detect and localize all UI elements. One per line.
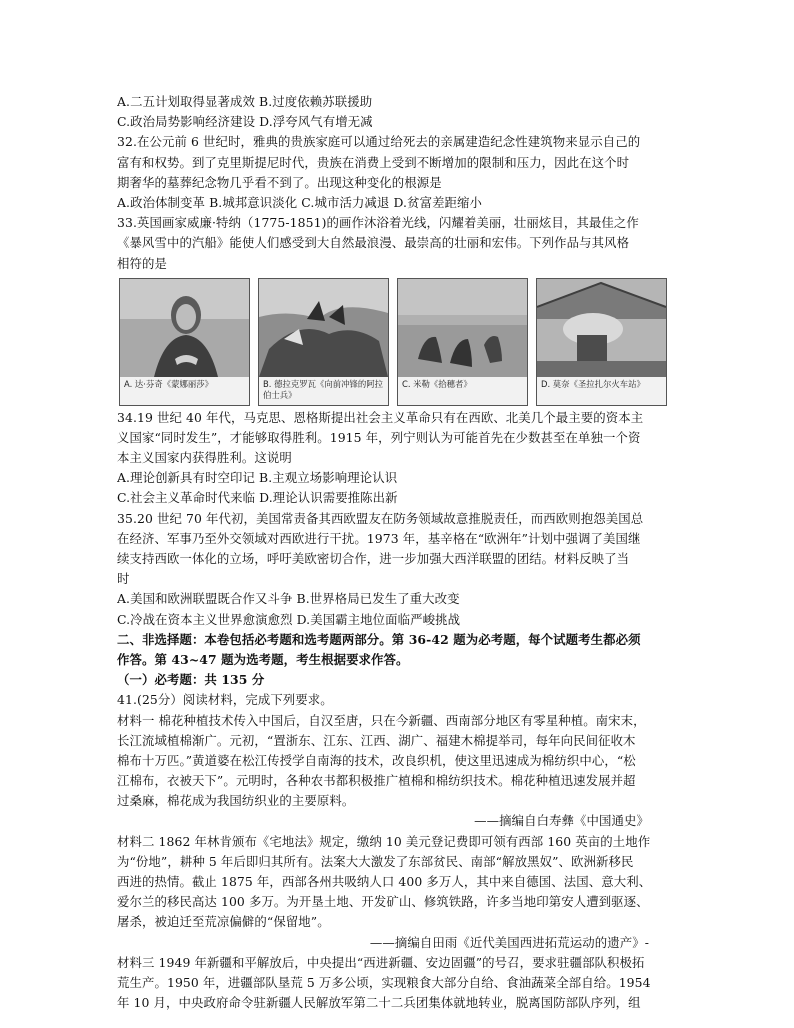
painting-b (258, 278, 389, 406)
text-line: A.二五计划取得显著成效 B.过度依赖苏联援助 (117, 94, 373, 109)
material-one-source: ——摘编自白寿彝《中国通史》 (474, 813, 649, 829)
material-one (117, 690, 683, 811)
saint-lazare-station-image (537, 279, 666, 377)
text-line: 过桑麻，棉花成为我国纺织业的主要原料。 (117, 793, 355, 809)
text-line: 荒生产。1950 年，进疆部队垦荒 5 万多公顷，实现粮食大部分自给、食油蔬菜全部自给。1954 (117, 974, 651, 990)
text-line: 期奢华的墓葬纪念物几乎看不到了。出现这种变化的根源是 (117, 174, 442, 190)
painting-d (536, 278, 667, 406)
text-line: 41.(25分）阅读材料，完成下列要求。 (117, 692, 333, 708)
text-line: 材料二 1862 年林肯颁布《宅地法》规定，缴纳 10 美元登记费即可领有西部 160 英亩的土地作 (117, 833, 651, 849)
text-line: 棉布十万匹。”黄道婆在松江传授学自南海的技术，改良织机，使这里迅速成为棉纺织中心，“松 (117, 752, 636, 768)
text-line: 西进的热情。截止 1875 年，西部各州共吸纳人口 400 多万人，其中来自德国、法国、意大利、 (117, 874, 652, 889)
text-line: A.政治体制变革 B.城邦意识淡化 C.城市活力减退 D.贫富差距缩小 (117, 194, 483, 210)
exam-page (117, 92, 683, 1013)
text-line: C.冷战在资本主义世界愈演愈烈 D.美国霸主地位面临严峻挑战 (117, 611, 461, 627)
section-line: （一）必考题：共 135 分 (117, 672, 265, 688)
painting-a-caption: A. 达·芬奇《蒙娜丽莎》 (120, 377, 249, 405)
question-block-31-33 (117, 92, 683, 274)
text-line: 爱尔兰的移民高达 100 多万。为开垦土地、开发矿山、修筑铁路，许多当地印第安人遭到驱逐、 (117, 894, 649, 910)
text-line: 江棉布，衣被天下”。元明时，各种农书都积极推广植棉和棉纺织技术。棉花种植迅速发展并超 (117, 773, 636, 789)
gleaners-image (398, 279, 527, 377)
text-line: 33.英国画家威廉·特纳（1775-1851)的画作沐浴着光线，闪耀着美丽，壮丽炫目，其最佳之作 (117, 215, 639, 231)
mona-lisa-image (120, 279, 249, 377)
text-line: 《暴风雪中的汽船》能使人们感受到大自然最浪漫、最崇高的壮丽和宏伟。下列作品与其风格 (117, 235, 630, 251)
painting-d-caption: D. 莫奈《圣拉扎尔火车站》 (537, 377, 666, 405)
section-line: 作答。第 43~47 题为选考题，考生根据要求作答。 (117, 651, 409, 667)
text-line: 长江流域植棉渐广。元初，“置浙东、江东、江西、湖广、福建木棉提举司，每年向民间征收木 (117, 732, 636, 748)
painting-c (397, 278, 528, 406)
text-line: C.社会主义革命时代来临 D.理论认识需要推陈出新 (117, 490, 398, 506)
section-heading (117, 630, 683, 691)
painting-c-caption: C. 米勒《拾穗者》 (398, 377, 527, 405)
text-line: 屠杀，被迫迁至荒凉偏僻的“保留地”。 (117, 914, 330, 930)
painting-options (119, 278, 683, 406)
painting-a (119, 278, 250, 406)
material-two-source: ——摘编自田雨《近代美国西进拓荒运动的遗产》- (369, 934, 649, 950)
section-line: 二、非选择题：本卷包括必考题和选考题两部分。第 36-42 题为必考题，每个试题考生都必须 (117, 631, 641, 647)
text-line: 相符的是 (117, 255, 167, 271)
text-line: 34.19 世纪 40 年代，马克思、恩格斯提出社会主义革命只有在西欧、北美几个最主要的资本主 (117, 409, 644, 425)
text-line: 本主义国家内获得胜利。这说明 (117, 450, 292, 466)
material-three (117, 953, 683, 1014)
text-line: 在经济、军事乃至外交领域对西欧进行干扰。1973 年，基辛格在“欧洲年”计划中强调了美国继 (117, 530, 641, 546)
question-block-34-35 (117, 408, 683, 630)
material-two (117, 832, 683, 933)
text-line: C.政治局势影响经济建设 D.浮夸风气有增无减 (117, 114, 373, 130)
text-line: A.美国和欧洲联盟既合作又斗争 B.世界格局已发生了重大改变 (117, 591, 460, 607)
text-line: 材料一 棉花种植技术传入中国后，自汉至唐，只在今新疆、西南部分地区有零星种植。南宋末， (117, 712, 646, 728)
painting-b-caption: B. 德拉克罗瓦《向前冲锋的阿拉伯士兵》 (259, 377, 388, 405)
text-line: 续支持西欧一体化的立场，呼吁美欧密切合作，进一步加强大西洋联盟的团结。材料反映了当 (117, 551, 630, 566)
text-line: 材料三 1949 年新疆和平解放后，中央提出“西进新疆、安边固疆”的号召，要求驻疆部队积极拓 (117, 954, 645, 970)
text-line: 年 10 月，中央政府命令驻新疆人民解放军第二十二兵团集体就地转业，脱离国防部队序列，组 (117, 995, 641, 1011)
charging-arab-soldiers-image (259, 279, 388, 377)
text-line: 义国家“同时发生”，才能够取得胜利。1915 年，列宁则认为可能首先在少数甚至在单独一个资 (117, 429, 641, 445)
text-line: 富有和权势。到了克里斯提尼时代，贵族在消费上受到不断增加的限制和压力，因此在这个时 (117, 154, 630, 170)
text-line: 35.20 世纪 70 年代初，美国常责备其西欧盟友在防务领域故意推脱责任，而西欧则抱怨美国总 (117, 510, 644, 526)
text-line: 32.在公元前 6 世纪时，雅典的贵族家庭可以通过给死去的亲属建造纪念性建筑物来显示自己的 (117, 134, 641, 150)
text-line: 时 (117, 571, 130, 587)
text-line: 为“份地”，耕种 5 年后即归其所有。法案大大激发了东部贫民、南部“解放黑奴”、欧洲新移民 (117, 853, 634, 869)
text-line: A.理论创新具有时空印记 B.主观立场影响理论认识 (117, 470, 398, 486)
